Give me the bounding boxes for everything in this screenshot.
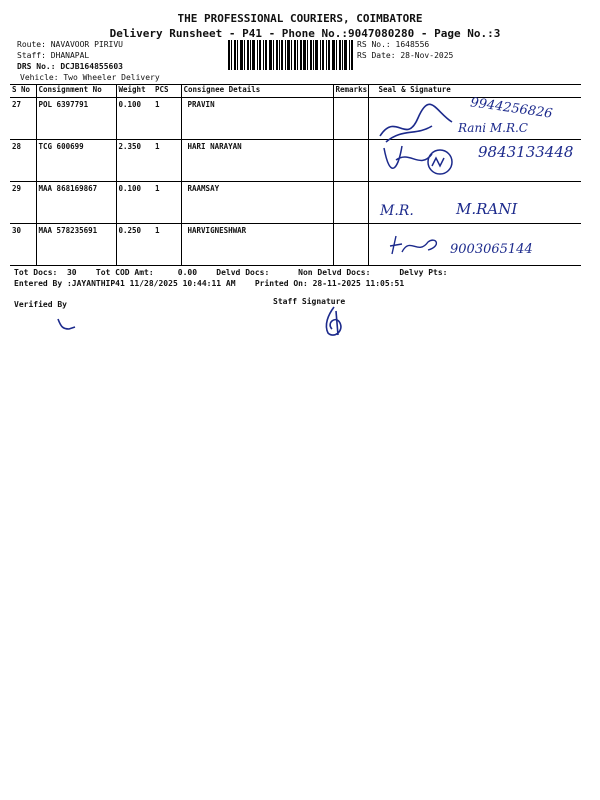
staff-text: Staff: DHANAPAL [17, 51, 90, 60]
vehicle-text: Vehicle: Two Wheeler Delivery [20, 73, 160, 82]
signature-scribble [380, 140, 480, 182]
staff-signature-mark [318, 305, 350, 339]
col-remarks-header: Remarks [333, 85, 368, 98]
col-weight-header: Weight [116, 85, 153, 98]
cell-remarks [333, 140, 368, 182]
col-consignment-header: Consignment No [36, 85, 116, 98]
handwritten-name: M.RANI [456, 200, 518, 218]
cell-weight: 0.100 [116, 98, 153, 140]
company-title: THE PROFESSIONAL COURIERS, COIMBATORE [177, 12, 423, 25]
route-text: Route: NAVAVOOR PIRIVU [17, 40, 123, 49]
cell-consignment: MAA 578235691 [36, 224, 116, 266]
cell-weight: 0.250 [116, 224, 153, 266]
totals-line: Tot Docs: 30 Tot COD Amt: 0.00 Delvd Docs: Non Delvd Docs: Delvy Pts: [14, 268, 448, 277]
cell-sno: 29 [10, 182, 36, 224]
cell-weight: 2.350 [116, 140, 153, 182]
cell-remarks [333, 98, 368, 140]
handwritten-phone: 9003065144 [450, 242, 533, 257]
cell-consignee: HARI NARAYAN [181, 140, 333, 182]
rs-date: RS Date: 28-Nov-2025 [357, 51, 454, 60]
col-signature-header: Seal & Signature [368, 85, 581, 98]
runsheet-title: Delivery Runsheet - P41 - Phone No.:9047080280 - Page No.:3 [109, 27, 501, 40]
handwritten-name: Rani M.R.C [458, 121, 528, 135]
signature-scribble [388, 232, 448, 258]
cell-sno: 28 [10, 140, 36, 182]
col-pcs-header: PCS [153, 85, 181, 98]
cell-consignee: HARVIGNESHWAR [181, 224, 333, 266]
handwritten-initials: M.R. [380, 203, 414, 219]
cell-sno: 27 [10, 98, 36, 140]
staff-signature-label: Staff Signature [273, 297, 346, 306]
cell-sno: 30 [10, 224, 36, 266]
entered-by-line: Entered By :JAYANTHIP41 11/28/2025 10:44:11 AM Printed On: 28-11-2025 11:05:51 [14, 279, 405, 288]
rs-number: RS No.: 1648556 [357, 40, 430, 49]
cell-weight: 0.100 [116, 182, 153, 224]
col-consignee-header: Consignee Details [181, 85, 333, 98]
cell-pcs: 1 [153, 224, 181, 266]
cell-remarks [333, 182, 368, 224]
verified-by-label: Verified By [14, 300, 67, 309]
drs-number: DRS No.: DCJB164855603 [17, 62, 123, 71]
cell-consignment: MAA 868169867 [36, 182, 116, 224]
cell-consignee: RAAMSAY [181, 182, 333, 224]
handwritten-phone: 9944256826 [469, 95, 554, 122]
cell-consignment: POL 6397791 [36, 98, 116, 140]
cell-consignment: TCG 600699 [36, 140, 116, 182]
cell-pcs: 1 [153, 98, 181, 140]
cell-pcs: 1 [153, 140, 181, 182]
table-header-row [10, 85, 581, 98]
handwritten-phone: 9843133448 [478, 143, 574, 161]
cell-consignee: PRAVIN [181, 98, 333, 140]
barcode [228, 40, 353, 70]
cell-pcs: 1 [153, 182, 181, 224]
verifier-signature-mark [55, 315, 79, 333]
cell-remarks [333, 224, 368, 266]
col-sno-header: S No [10, 85, 36, 98]
